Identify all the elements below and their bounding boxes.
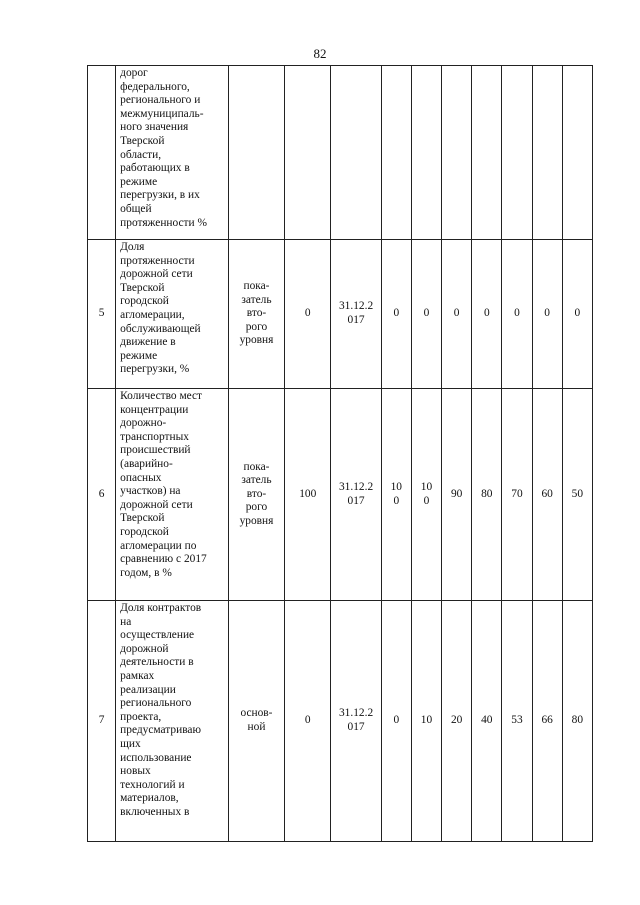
year-value-cell <box>532 66 562 240</box>
base-value-cell: 0 <box>285 240 331 389</box>
table-row <box>88 601 593 842</box>
year-value-cell: 0 <box>411 240 441 389</box>
indicator-description-cell: Доля протяженности дорожной сети Тверской городской агломерации, обслуживающей движение в режиме перегрузки, % <box>116 240 229 389</box>
indicator-type-cell: пока- затель вто- рого уровня <box>228 240 284 389</box>
table-row <box>88 240 593 389</box>
row-number-cell: 5 <box>88 240 116 389</box>
year-value-cell: 40 <box>472 601 502 842</box>
year-value-cell <box>411 66 441 240</box>
year-value-cell: 66 <box>532 601 562 842</box>
table-row <box>88 66 593 240</box>
year-value-cell: 80 <box>562 601 592 842</box>
base-value-cell: 0 <box>285 601 331 842</box>
indicator-description-cell: Количество мест концентрации дорожно- транспортных происшествий (аварийно- опасных участков) на дорожной сети Тверской городской агломерации по сравнению с 2017 годом, в % <box>116 389 229 601</box>
year-value-cell: 53 <box>502 601 532 842</box>
page-number: 82 <box>313 46 327 61</box>
table-row <box>88 389 593 601</box>
year-value-cell <box>502 66 532 240</box>
year-value-cell: 0 <box>502 240 532 389</box>
year-value-cell: 70 <box>502 389 532 601</box>
indicator-table <box>87 65 593 842</box>
year-value-cell: 0 <box>381 240 411 389</box>
year-value-cell <box>562 66 592 240</box>
indicator-description-cell: Доля контрактов на осуществление дорожной деятельности в рамках реализации регионального проекта, предусматриваю щих использование новых технологий и материалов, включенных в <box>116 601 229 842</box>
year-value-cell: 60 <box>532 389 562 601</box>
year-value-cell: 50 <box>562 389 592 601</box>
year-value-cell: 10 0 <box>411 389 441 601</box>
year-value-cell <box>472 66 502 240</box>
year-value-cell: 20 <box>442 601 472 842</box>
indicator-type-cell: основ- ной <box>228 601 284 842</box>
year-value-cell <box>381 66 411 240</box>
year-value-cell: 0 <box>472 240 502 389</box>
year-value-cell: 10 0 <box>381 389 411 601</box>
year-value-cell: 0 <box>562 240 592 389</box>
year-value-cell: 10 <box>411 601 441 842</box>
year-value-cell: 0 <box>381 601 411 842</box>
year-value-cell: 0 <box>532 240 562 389</box>
row-number-cell <box>88 66 116 240</box>
indicator-type-cell <box>228 66 284 240</box>
base-date-cell: 31.12.2 017 <box>331 601 381 842</box>
base-value-cell: 100 <box>285 389 331 601</box>
base-date-cell: 31.12.2 017 <box>331 389 381 601</box>
indicator-description-cell: дорог федерального, регионального и межмуниципаль- ного значения Тверской области, работающих в режиме перегрузки, в их общей протяженности % <box>116 66 229 240</box>
base-date-cell <box>331 66 381 240</box>
year-value-cell: 80 <box>472 389 502 601</box>
base-value-cell <box>285 66 331 240</box>
row-number-cell: 6 <box>88 389 116 601</box>
base-date-cell: 31.12.2 017 <box>331 240 381 389</box>
year-value-cell: 90 <box>442 389 472 601</box>
indicator-type-cell: пока- затель вто- рого уровня <box>228 389 284 601</box>
year-value-cell <box>442 66 472 240</box>
year-value-cell: 0 <box>442 240 472 389</box>
row-number-cell: 7 <box>88 601 116 842</box>
